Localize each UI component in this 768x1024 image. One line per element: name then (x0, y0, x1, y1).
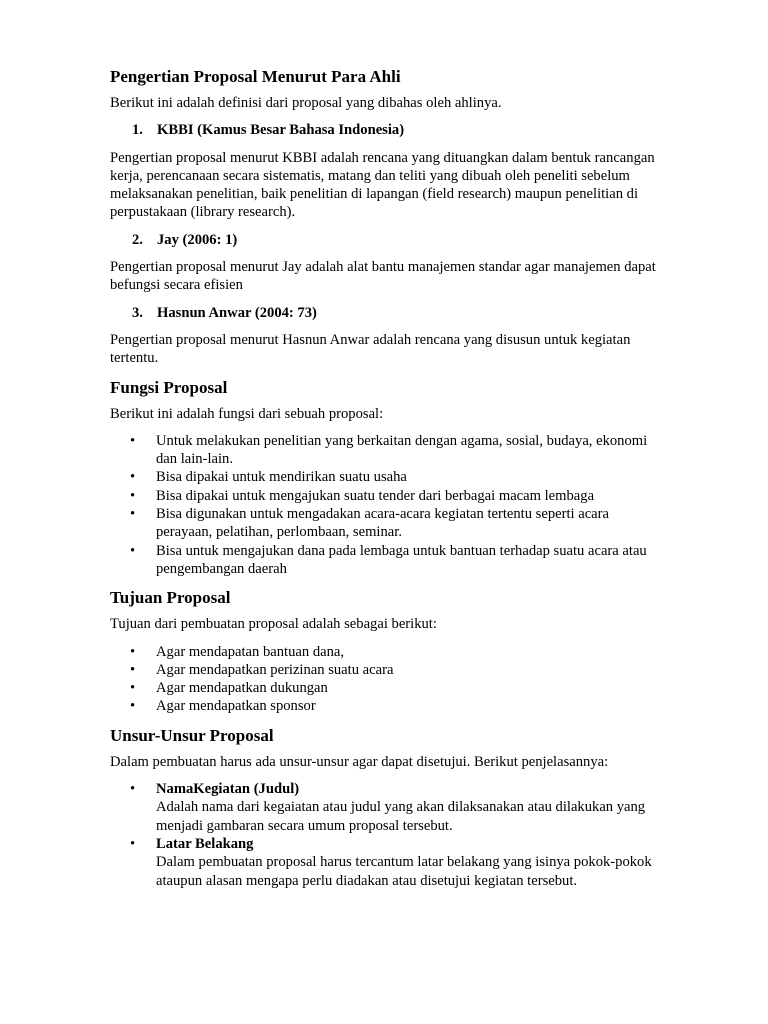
list-item (110, 542, 676, 579)
paragraph-hasnun-anwar (110, 331, 676, 368)
section-intro-tujuan: Tujuan dari pembuatan proposal adalah sebagai berikut: (110, 616, 437, 633)
list-number: 1. (132, 122, 143, 139)
list-item (110, 643, 676, 661)
line: menjadi gambaran secara umum proposal tersebut. (156, 817, 453, 834)
bullet-icon: • (130, 542, 136, 559)
bullet-list-tujuan (110, 643, 676, 716)
list-number: 2. (132, 231, 143, 248)
section-title-fungsi: Fungsi Proposal (110, 377, 228, 397)
line: befungsi secara efisien (110, 277, 243, 294)
section-title-pengertian: Pengertian Proposal Menurut Para Ahli (110, 67, 401, 86)
line: melaksanakan penelitian, baik penelitian di lapangan (field research) maupun penelitian di (110, 186, 639, 203)
line: perayaan, pelatihan, perlombaan, seminar. (156, 524, 402, 541)
list-number: 3. (132, 304, 143, 321)
line: Bisa untuk mengajukan dana pada lembaga untuk bantuan terhadap suatu acara atau (156, 542, 647, 559)
bullet-icon: • (130, 432, 136, 449)
bullet-icon: • (130, 643, 136, 660)
section-intro-fungsi: Berikut ini adalah fungsi dari sebuah proposal: (110, 405, 384, 422)
bullet-icon: • (130, 487, 136, 504)
line: Pengertian proposal menurut Hasnun Anwar adalah rencana yang disusun untuk kegiatan (110, 331, 631, 348)
list-item (110, 487, 676, 505)
bullet-icon: • (130, 835, 136, 852)
line: Bisa dipakai untuk mendirikan suatu usaha (156, 469, 407, 486)
list-item (110, 835, 676, 890)
line: Pengertian proposal menurut KBBI adalah rencana yang dituangkan dalam bentuk rancangan (110, 149, 655, 166)
list-item (110, 661, 676, 679)
section-title-unsur: Unsur-Unsur Proposal (110, 725, 274, 745)
line: Bisa dipakai untuk mengajukan suatu tender dari berbagai macam lembaga (156, 487, 595, 504)
numbered-heading-hasnun-anwar (110, 304, 676, 322)
numbered-heading-jay (110, 231, 676, 249)
bullet-icon: • (130, 506, 136, 523)
section-intro-unsur: Dalam pembuatan harus ada unsur-unsur agar dapat disetujui. Berikut penjelasannya: (110, 753, 609, 770)
line: Agar mendapatan bantuan dana, (156, 643, 345, 660)
paragraph-kbbi (110, 149, 676, 222)
bullet-icon: • (130, 661, 136, 678)
section-title-tujuan: Tujuan Proposal (110, 588, 231, 608)
list-item (110, 679, 676, 697)
list-item (110, 697, 676, 715)
line: kerja, perencanaan secara sistematis, matang dan teliti yang dibuah oleh peneliti sebelum (110, 167, 630, 184)
line: Dalam pembuatan proposal harus tercantum latar belakang yang isinya pokok-pokok (156, 854, 652, 871)
numbered-heading-text: Hasnun Anwar (2004: 73) (157, 304, 317, 321)
line: Agar mendapatkan dukungan (156, 680, 328, 697)
paragraph-jay (110, 258, 676, 295)
bullet-icon: • (130, 469, 136, 486)
bullet-icon: • (130, 698, 136, 715)
line: dan lain-lain. (156, 451, 233, 468)
line: pengembangan daerah (156, 560, 287, 577)
line: Agar mendapatkan sponsor (156, 698, 316, 715)
line: perpustakaan (library research). (110, 204, 296, 221)
line: Bisa digunakan untuk mengadakan acara-acara kegiatan tertentu seperti acara (156, 506, 609, 523)
numbered-heading-text: Jay (2006: 1) (157, 231, 238, 248)
bullet-list-unsur (110, 780, 676, 890)
list-item (110, 432, 676, 469)
list-item (110, 780, 676, 835)
numbered-heading-text: KBBI (Kamus Besar Bahasa Indonesia) (157, 122, 405, 139)
list-item (110, 505, 676, 542)
line: Adalah nama dari kegaiatan atau judul yang akan dilaksanakan atau dilakukan yang (156, 799, 646, 816)
line: Untuk melakukan penelitian yang berkaitan dengan agama, sosial, budaya, ekonomi (156, 432, 648, 449)
bullet-icon: • (130, 781, 136, 798)
line: ataupun alasan mengapa perlu diadakan atau disetujui kegiatan tersebut. (156, 872, 578, 889)
bullet-icon: • (130, 680, 136, 697)
bullet-list-fungsi (110, 432, 676, 578)
term-heading: Latar Belakang (156, 835, 254, 852)
line: tertentu. (110, 350, 159, 367)
section-intro-pengertian: Berikut ini adalah definisi dari proposal yang dibahas oleh ahlinya. (110, 95, 502, 111)
numbered-heading-kbbi (110, 121, 676, 139)
line: Pengertian proposal menurut Jay adalah alat bantu manajemen standar agar manajemen dapat (110, 259, 656, 276)
line: Agar mendapatkan perizinan suatu acara (156, 661, 394, 678)
list-item (110, 468, 676, 486)
term-heading: NamaKegiatan (Judul) (156, 781, 300, 798)
